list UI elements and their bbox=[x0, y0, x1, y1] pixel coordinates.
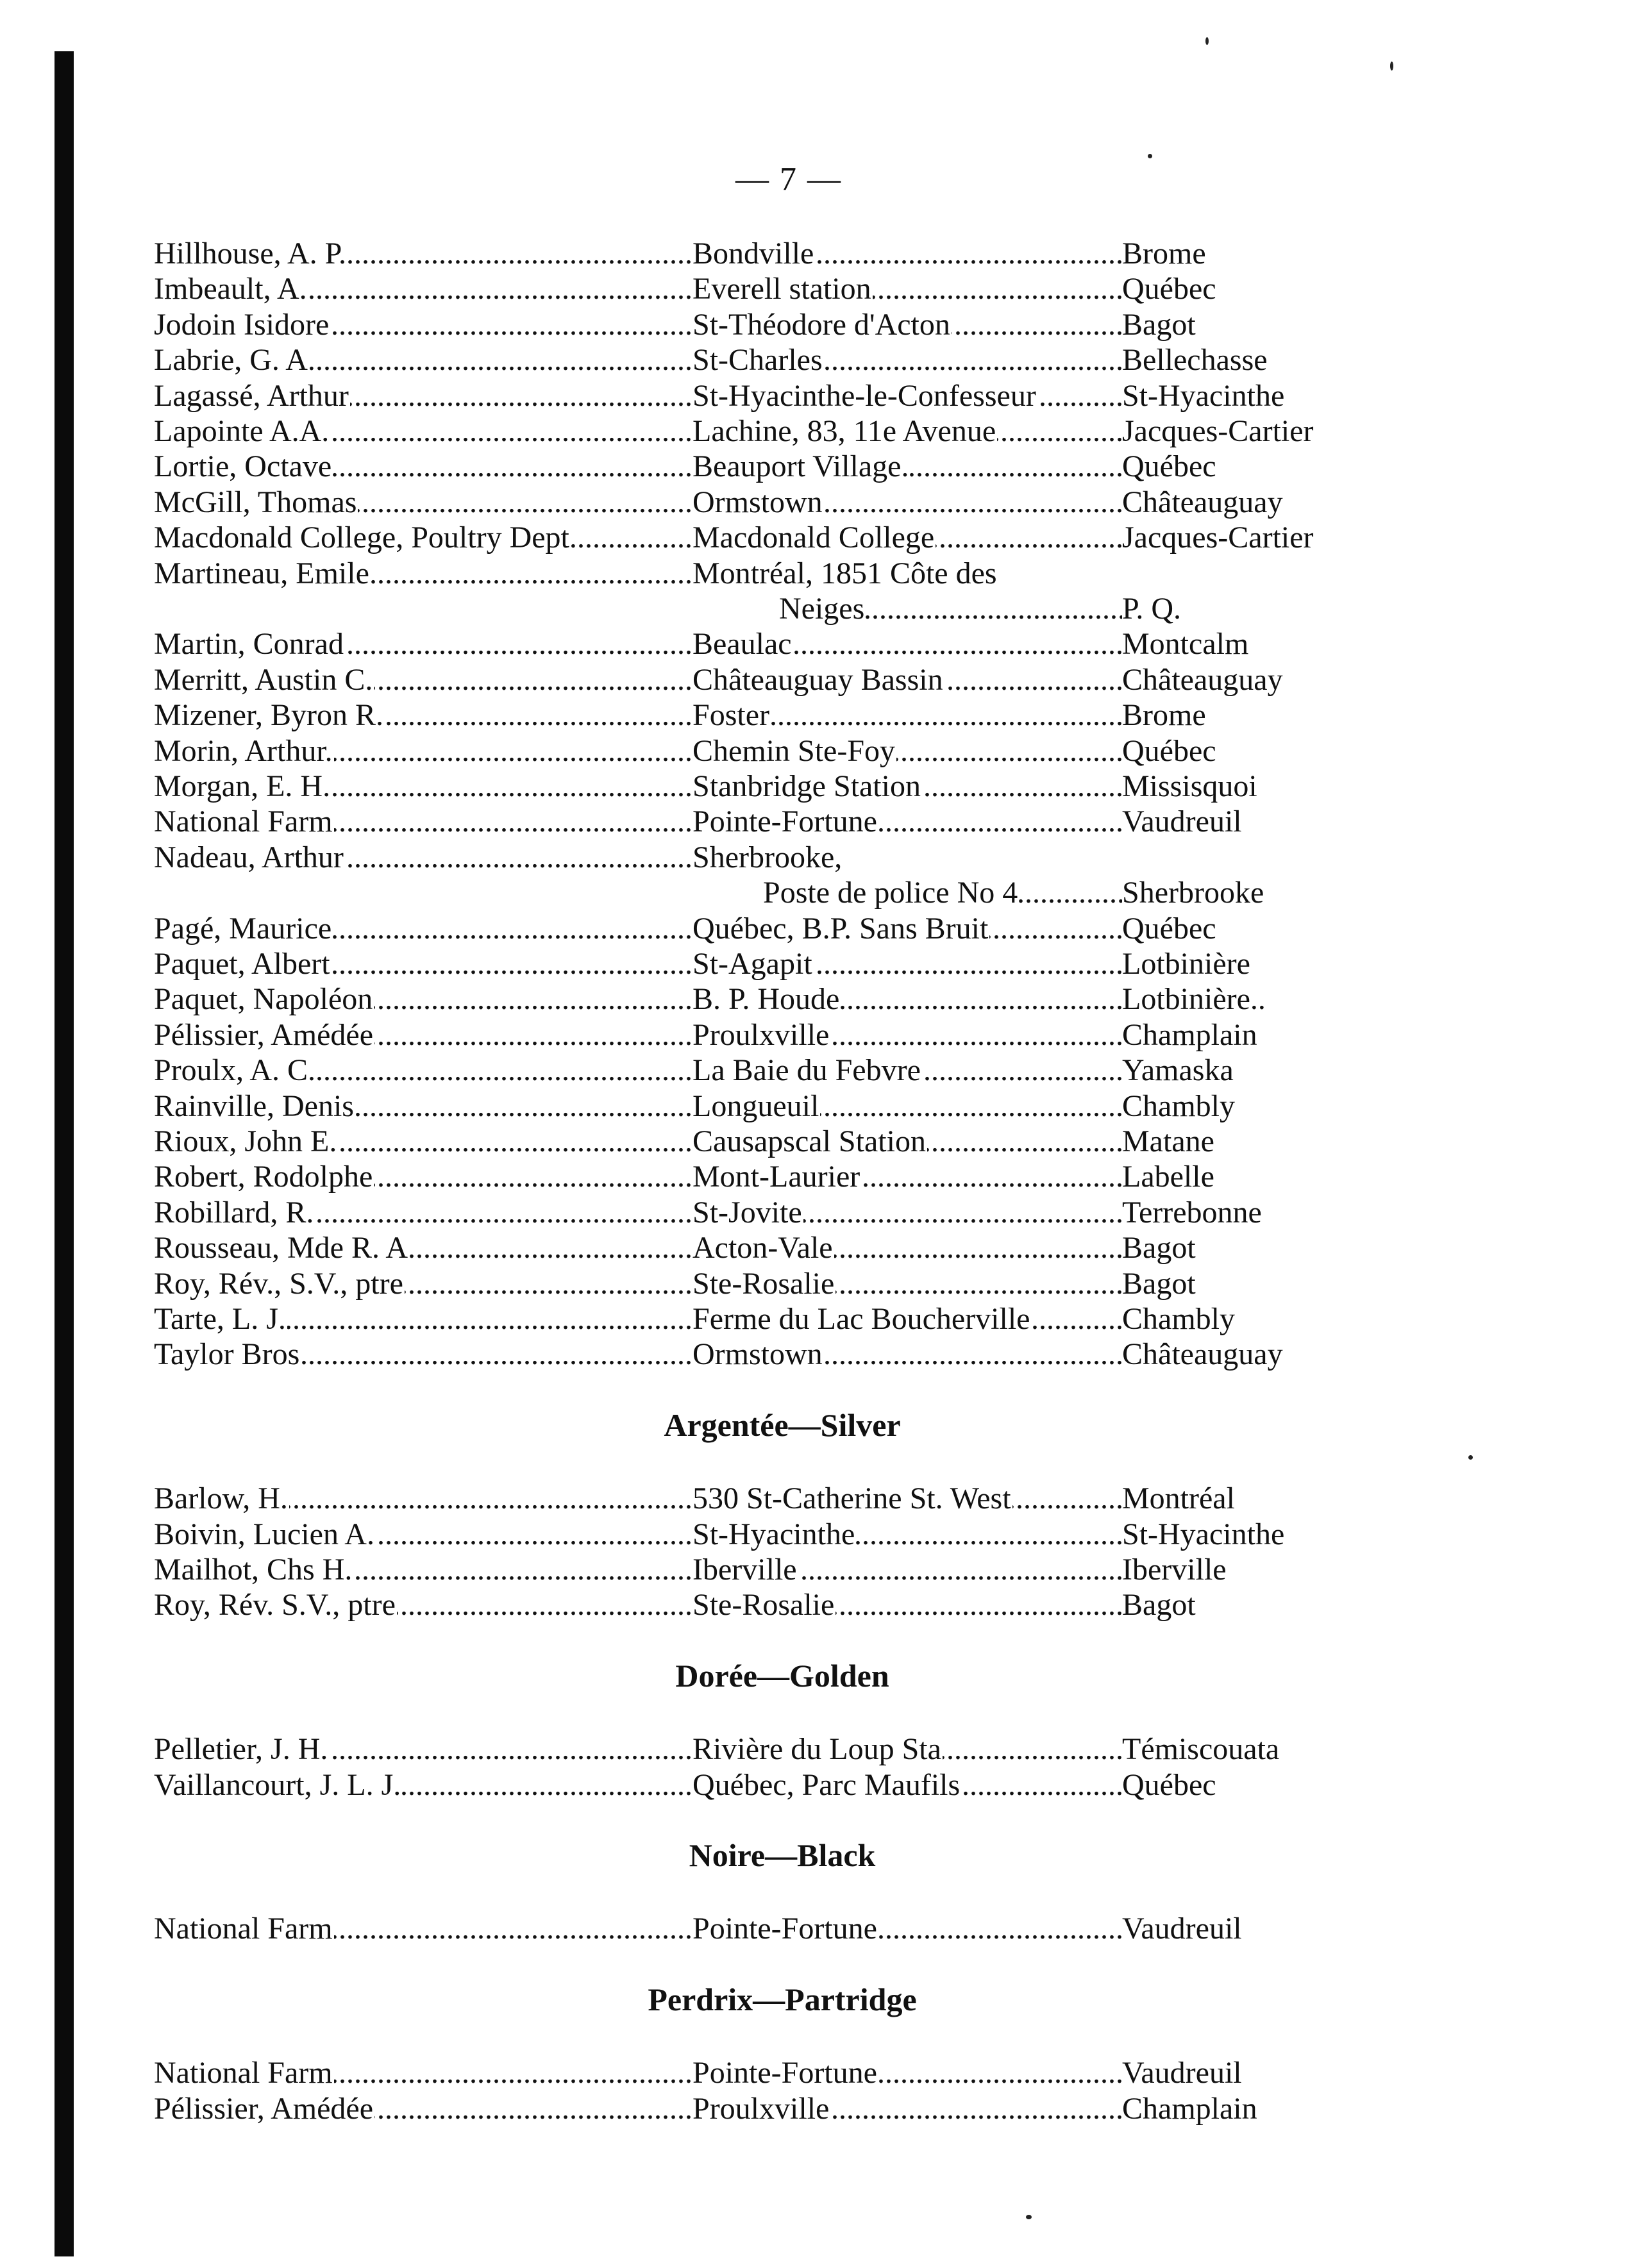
entry-name bbox=[154, 413, 692, 449]
entry-place-text: Longueuil bbox=[692, 1088, 819, 1123]
entry-name-text: Nadeau, Arthur bbox=[154, 840, 344, 874]
entry-county-text: Labelle bbox=[1122, 1160, 1214, 1194]
entry-county-text: Matane bbox=[1122, 1124, 1214, 1158]
entry-place bbox=[692, 1053, 1122, 1088]
entry-county-text: Québec bbox=[1122, 911, 1216, 946]
entry-place bbox=[692, 1124, 1122, 1160]
entry-county bbox=[1122, 697, 1391, 733]
entry-place bbox=[692, 1017, 1122, 1053]
list-item bbox=[0, 946, 1628, 982]
entry-place bbox=[692, 520, 1122, 556]
list-item bbox=[0, 1552, 1628, 1588]
entry-place-text: 530 St-Catherine St. West bbox=[692, 1481, 1011, 1516]
entry-county-text: Lotbinière.. bbox=[1122, 982, 1266, 1017]
entry-name bbox=[154, 1481, 692, 1517]
entry-county bbox=[1122, 2091, 1391, 2127]
entry-name-text: Paquet, Napoléon bbox=[154, 982, 373, 1017]
entry-name bbox=[154, 733, 692, 769]
entry-place-text: Châteauguay Bassin bbox=[692, 662, 943, 697]
entry-name bbox=[154, 1124, 692, 1160]
entry-place-text: Foster bbox=[692, 698, 769, 733]
entry-county-text: Québec bbox=[1122, 449, 1216, 484]
list-item bbox=[0, 1337, 1628, 1372]
entry-name bbox=[154, 1301, 692, 1337]
entry-county bbox=[1122, 626, 1391, 662]
entry-county bbox=[1122, 1017, 1391, 1053]
entry-name bbox=[154, 662, 692, 698]
list-item bbox=[0, 1301, 1628, 1337]
entry-name bbox=[154, 1517, 692, 1553]
entry-name bbox=[154, 1587, 692, 1623]
entry-county-text: Sherbrooke bbox=[1122, 876, 1264, 910]
list-item bbox=[0, 1017, 1628, 1053]
entry-place-text: Montréal, 1851 Côte des bbox=[692, 556, 997, 590]
entry-county-text: Montréal bbox=[1122, 1481, 1235, 1516]
entry-place bbox=[692, 1517, 1122, 1553]
entry-place-text: St-Hyacinthe bbox=[692, 1517, 855, 1551]
entry-county-text: Brome bbox=[1122, 698, 1206, 733]
entry-place bbox=[692, 1159, 1122, 1195]
entry-county bbox=[1122, 236, 1391, 272]
list-item-continuation bbox=[0, 591, 1628, 627]
section-heading: Noire—Black bbox=[689, 1837, 876, 1873]
entry-name-text: Morin, Arthur. bbox=[154, 733, 333, 768]
entry-name bbox=[154, 1911, 692, 1947]
list-item bbox=[0, 1053, 1628, 1088]
entry-county bbox=[1122, 378, 1391, 414]
entry-place bbox=[692, 769, 1122, 805]
entry-county bbox=[1122, 271, 1391, 307]
entry-name bbox=[154, 981, 692, 1017]
entry-place bbox=[692, 911, 1122, 947]
entry-name bbox=[154, 840, 692, 876]
list-item bbox=[0, 626, 1628, 662]
entry-name-text: Robillard, R. bbox=[154, 1195, 314, 1230]
entry-name-text: Jodoin Isidore bbox=[154, 307, 330, 342]
entry-county bbox=[1122, 1266, 1391, 1302]
section-heading: Dorée—Golden bbox=[675, 1657, 889, 1694]
entry-place bbox=[692, 662, 1122, 698]
entry-place bbox=[692, 840, 1122, 876]
entry-name-text: Vaillancourt, J. L. J. bbox=[154, 1767, 401, 1802]
entry-county-text: Brome bbox=[1122, 237, 1206, 271]
entry-name bbox=[154, 1088, 692, 1124]
scan-speck bbox=[1468, 1455, 1473, 1460]
entry-county-text: Bagot bbox=[1122, 1266, 1196, 1301]
entry-county bbox=[1122, 911, 1391, 947]
entry-county-text: Vaudreuil bbox=[1122, 2056, 1242, 2090]
scan-speck bbox=[1148, 154, 1152, 158]
entry-county-text: Terrebonne bbox=[1122, 1195, 1262, 1230]
entry-place bbox=[692, 485, 1122, 521]
entry-place bbox=[692, 1731, 1122, 1767]
entry-place-text: Everell station bbox=[692, 272, 871, 306]
list-item bbox=[0, 1195, 1628, 1231]
entry-name-text: Lapointe A.A. bbox=[154, 414, 330, 448]
entry-place-text: B. P. Houde bbox=[692, 982, 840, 1017]
entry-county-text: Missisquoi bbox=[1122, 769, 1257, 803]
entry-county bbox=[1122, 1767, 1391, 1803]
entry-name bbox=[154, 1230, 692, 1266]
entry-place-text: Québec, Parc Maufils bbox=[692, 1767, 961, 1802]
entry-county bbox=[1122, 769, 1391, 805]
entry-name bbox=[154, 1552, 692, 1588]
entry-county-text: Bagot bbox=[1122, 1588, 1196, 1622]
list-item bbox=[0, 1517, 1628, 1553]
entry-name bbox=[154, 1731, 692, 1767]
entry-name bbox=[154, 485, 692, 521]
entry-county-text: Lotbinière bbox=[1122, 947, 1250, 981]
entry-place bbox=[692, 1552, 1122, 1588]
entry-place bbox=[692, 413, 1122, 449]
list-item bbox=[0, 1159, 1628, 1195]
entry-name-text: Tarte, L. J. bbox=[154, 1302, 286, 1336]
entry-name bbox=[154, 697, 692, 733]
entry-place-text: Ferme du Lac Boucherville bbox=[692, 1302, 1030, 1336]
entry-county bbox=[1122, 1517, 1391, 1553]
list-item bbox=[0, 662, 1628, 698]
entry-county-text: Champlain bbox=[1122, 2091, 1257, 2126]
list-item bbox=[0, 840, 1628, 876]
scan-speck bbox=[1390, 62, 1393, 71]
list-item bbox=[0, 485, 1628, 521]
entry-place bbox=[692, 378, 1122, 414]
entry-place-continuation-text: Poste de police No 4 bbox=[763, 876, 1018, 910]
entry-place bbox=[692, 1301, 1122, 1337]
entry-name bbox=[154, 378, 692, 414]
list-item bbox=[0, 236, 1628, 272]
entry-name-text: Barlow, H. bbox=[154, 1481, 288, 1516]
entry-county bbox=[1122, 1337, 1391, 1372]
entry-county bbox=[1122, 733, 1391, 769]
entry-name bbox=[154, 1266, 692, 1302]
entry-name-text: Pélissier, Amédée bbox=[154, 2091, 373, 2126]
list-item bbox=[0, 1731, 1628, 1767]
entry-place-text: Proulxville bbox=[692, 1017, 830, 1052]
entry-name bbox=[154, 342, 692, 378]
entry-name bbox=[154, 1053, 692, 1088]
entry-name-text: National Farm bbox=[154, 1912, 333, 1946]
entry-place-text: Bondville bbox=[692, 237, 814, 271]
entry-name-text: Mizener, Byron R. bbox=[154, 698, 384, 733]
list-item bbox=[0, 271, 1628, 307]
entry-place bbox=[692, 2055, 1122, 2091]
list-item bbox=[0, 981, 1628, 1017]
entry-county bbox=[1122, 1587, 1391, 1623]
entry-county bbox=[1122, 307, 1391, 343]
entry-county-text: Châteauguay bbox=[1122, 485, 1283, 519]
entry-name-text: Roy, Rév. S.V., ptre bbox=[154, 1588, 396, 1622]
entry-place bbox=[692, 1587, 1122, 1623]
entry-place bbox=[692, 2091, 1122, 2127]
entry-place-text: Sherbrooke, bbox=[692, 840, 843, 874]
entry-county-text: Québec bbox=[1122, 733, 1216, 768]
page-number: — 7 — bbox=[735, 161, 842, 197]
entry-county bbox=[1122, 1552, 1391, 1588]
entry-county bbox=[1122, 2055, 1391, 2091]
entry-name bbox=[154, 2055, 692, 2091]
entry-name-text: Morgan, E. H. bbox=[154, 769, 331, 803]
entry-place-text: Proulxville bbox=[692, 2091, 830, 2126]
entry-county-text: Chambly bbox=[1122, 1088, 1235, 1123]
list-item bbox=[0, 1230, 1628, 1266]
entry-county bbox=[1122, 485, 1391, 521]
list-item bbox=[0, 520, 1628, 556]
list-item bbox=[0, 413, 1628, 449]
entry-county bbox=[1122, 1731, 1391, 1767]
list-item bbox=[0, 1088, 1628, 1124]
entry-county-text: Témiscouata bbox=[1122, 1732, 1280, 1767]
entry-name-text: Merritt, Austin C. bbox=[154, 662, 373, 697]
entry-county-text: Iberville bbox=[1122, 1553, 1227, 1587]
entry-place bbox=[692, 733, 1122, 769]
entry-county-text: Bagot bbox=[1122, 1231, 1196, 1265]
entry-county bbox=[1122, 1230, 1391, 1266]
entry-place bbox=[692, 697, 1122, 733]
entry-place-text: Ste-Rosalie bbox=[692, 1266, 835, 1301]
list-item bbox=[0, 1124, 1628, 1160]
entry-county bbox=[1122, 981, 1391, 1017]
list-item bbox=[0, 1911, 1628, 1947]
entry-name bbox=[154, 626, 692, 662]
list-item bbox=[0, 1587, 1628, 1623]
entry-county bbox=[1122, 875, 1391, 911]
entry-place bbox=[692, 804, 1122, 840]
entry-place-text: Beaulac bbox=[692, 627, 792, 662]
entry-place-text: Iberville bbox=[692, 1553, 797, 1587]
entry-name bbox=[154, 1159, 692, 1195]
entry-county-text: Québec bbox=[1122, 1767, 1216, 1802]
entry-name-text: Pagé, Maurice bbox=[154, 911, 332, 946]
entry-name-text: Imbeault, A. bbox=[154, 272, 307, 306]
entry-county-text: P. Q. bbox=[1122, 592, 1182, 626]
entry-name-text: Labrie, G. A. bbox=[154, 343, 315, 378]
entry-place bbox=[692, 1230, 1122, 1266]
entry-place-text: Chemin Ste-Foy bbox=[692, 733, 896, 768]
entry-place bbox=[692, 1767, 1122, 1803]
entry-place-text: St-Agapit bbox=[692, 947, 812, 981]
entry-place-text: Macdonald College bbox=[692, 521, 935, 555]
entry-county-text: Bagot bbox=[1122, 307, 1196, 342]
entry-county-text: Champlain bbox=[1122, 1017, 1257, 1052]
entry-name bbox=[154, 307, 692, 343]
entry-place-text: St-Théodore d'Acton bbox=[692, 307, 950, 342]
entry-county-text: Châteauguay bbox=[1122, 1337, 1283, 1372]
entry-county-text: Yamaska bbox=[1122, 1053, 1234, 1088]
entry-county bbox=[1122, 591, 1391, 627]
entry-name bbox=[154, 236, 692, 272]
entry-place-text: La Baie du Febvre bbox=[692, 1053, 921, 1088]
scan-speck bbox=[1205, 37, 1209, 45]
entry-name bbox=[154, 1017, 692, 1053]
entry-county-text: Chambly bbox=[1122, 1302, 1235, 1336]
entry-place bbox=[692, 449, 1122, 485]
entry-name-text: Hillhouse, A. P. bbox=[154, 237, 347, 271]
entry-county bbox=[1122, 413, 1391, 449]
list-item bbox=[0, 556, 1628, 592]
entry-name bbox=[154, 911, 692, 947]
entry-name-text: National Farm bbox=[154, 805, 333, 839]
entry-name-text: Pelletier, J. H. bbox=[154, 1732, 328, 1767]
entry-county bbox=[1122, 1301, 1391, 1337]
entry-county bbox=[1122, 1053, 1391, 1088]
entry-name-text: Roy, Rév., S.V., ptre bbox=[154, 1266, 403, 1301]
entry-county-text: Jacques-Cartier bbox=[1122, 521, 1314, 555]
entry-county-text: Bellechasse bbox=[1122, 343, 1268, 378]
entry-name-text: Pélissier, Amédée bbox=[154, 1017, 373, 1052]
entry-place-text: Ormstown bbox=[692, 1337, 823, 1372]
entry-name bbox=[154, 449, 692, 485]
entry-name-text: Robert, Rodolphe bbox=[154, 1160, 373, 1194]
entry-name bbox=[154, 520, 692, 556]
list-item-continuation bbox=[0, 875, 1628, 911]
entry-place-text: Pointe-Fortune bbox=[692, 805, 877, 839]
entry-name-text: Lortie, Octave bbox=[154, 449, 332, 484]
entry-county-text: Montcalm bbox=[1122, 627, 1249, 662]
entry-place-text: Pointe-Fortune bbox=[692, 2056, 877, 2090]
entry-county-text: Jacques-Cartier bbox=[1122, 414, 1314, 448]
entry-place-continuation bbox=[763, 875, 1122, 911]
scan-speck bbox=[1026, 2215, 1032, 2219]
entry-name bbox=[154, 769, 692, 805]
entry-place-text: Beauport Village. bbox=[692, 449, 909, 484]
entry-place bbox=[692, 946, 1122, 982]
entry-place-text: Québec, B.P. Sans Bruit bbox=[692, 911, 989, 946]
entry-place-text: Lachine, 83, 11e Avenue bbox=[692, 414, 996, 448]
entry-place-text: Stanbridge Station bbox=[692, 769, 921, 803]
entry-name bbox=[154, 271, 692, 307]
list-item bbox=[0, 769, 1628, 805]
entry-county bbox=[1122, 1124, 1391, 1160]
section-heading: Perdrix—Partridge bbox=[648, 1981, 917, 2017]
entry-county bbox=[1122, 804, 1391, 840]
section-heading: Argentée—Silver bbox=[664, 1406, 901, 1443]
entry-county-text: St-Hyacinthe bbox=[1122, 378, 1285, 413]
entry-name-text: Macdonald College, Poultry Dept. bbox=[154, 521, 577, 555]
entry-place-text: St-Hyacinthe-le-Confesseur bbox=[692, 378, 1036, 413]
list-item bbox=[0, 1481, 1628, 1517]
entry-place bbox=[692, 271, 1122, 307]
list-item bbox=[0, 2055, 1628, 2091]
entry-county bbox=[1122, 520, 1391, 556]
entry-place bbox=[692, 1481, 1122, 1517]
entry-name-text: Paquet, Albert bbox=[154, 947, 330, 981]
entry-name-text: Martin, Conrad bbox=[154, 627, 344, 662]
entry-county bbox=[1122, 1481, 1391, 1517]
entry-name bbox=[154, 804, 692, 840]
entry-county bbox=[1122, 342, 1391, 378]
entry-name bbox=[154, 2091, 692, 2127]
entry-place bbox=[692, 1911, 1122, 1947]
entry-name bbox=[154, 556, 692, 592]
entry-name bbox=[154, 1195, 692, 1231]
entry-place bbox=[692, 981, 1122, 1017]
entry-name-text: Rioux, John E. bbox=[154, 1124, 337, 1158]
entry-county-text: Vaudreuil bbox=[1122, 805, 1242, 839]
entry-name-text: Rousseau, Mde R. A. bbox=[154, 1231, 415, 1265]
entry-name-text: Proulx, A. C. bbox=[154, 1053, 316, 1088]
list-item bbox=[0, 733, 1628, 769]
entry-name-text: Lagassé, Arthur bbox=[154, 378, 349, 413]
entry-place bbox=[692, 236, 1122, 272]
list-item bbox=[0, 804, 1628, 840]
entry-name-text: Boivin, Lucien A. bbox=[154, 1517, 374, 1551]
entry-county bbox=[1122, 1159, 1391, 1195]
entry-county-text: Vaudreuil bbox=[1122, 1912, 1242, 1946]
list-item bbox=[0, 378, 1628, 414]
entry-county-text: Québec bbox=[1122, 272, 1216, 306]
entry-place bbox=[692, 342, 1122, 378]
list-item bbox=[0, 2091, 1628, 2127]
entry-place-text: Rivière du Loup Sta bbox=[692, 1732, 941, 1767]
entry-place-text: St-Jovite bbox=[692, 1195, 802, 1230]
entry-county bbox=[1122, 1088, 1391, 1124]
entry-place bbox=[692, 307, 1122, 343]
entry-place-text: Acton-Vale bbox=[692, 1231, 833, 1265]
entry-name-text: National Farm bbox=[154, 2056, 333, 2090]
list-item bbox=[0, 697, 1628, 733]
entry-place-continuation bbox=[779, 591, 1122, 627]
list-item bbox=[0, 307, 1628, 343]
entry-place-text: Causapscal Station bbox=[692, 1124, 926, 1158]
entry-county bbox=[1122, 1195, 1391, 1231]
entry-name-text: Taylor Bros bbox=[154, 1337, 300, 1372]
entry-place bbox=[692, 1088, 1122, 1124]
entry-county bbox=[1122, 946, 1391, 982]
list-item bbox=[0, 449, 1628, 485]
entry-place bbox=[692, 556, 1122, 592]
entry-county bbox=[1122, 662, 1391, 698]
list-item bbox=[0, 342, 1628, 378]
list-item bbox=[0, 911, 1628, 947]
entry-county bbox=[1122, 1911, 1391, 1947]
entry-place bbox=[692, 1195, 1122, 1231]
entry-name-text: Martineau, Emile bbox=[154, 556, 369, 590]
entry-name-text: McGill, Thomas bbox=[154, 485, 357, 519]
entry-place bbox=[692, 1266, 1122, 1302]
entry-name bbox=[154, 946, 692, 982]
entry-name bbox=[154, 1767, 692, 1803]
entry-county-text: St-Hyacinthe bbox=[1122, 1517, 1285, 1551]
entry-county bbox=[1122, 449, 1391, 485]
entry-place-continuation-text: Neiges bbox=[779, 592, 865, 626]
entry-place bbox=[692, 1337, 1122, 1372]
entry-name-text: Rainville, Denis bbox=[154, 1088, 354, 1123]
entry-place-text: Ormstown bbox=[692, 485, 823, 519]
entry-place-text: St-Charles bbox=[692, 343, 823, 378]
entry-name-text: Mailhot, Chs H. bbox=[154, 1553, 353, 1587]
entry-name bbox=[154, 1337, 692, 1372]
entry-place bbox=[692, 626, 1122, 662]
list-item bbox=[0, 1266, 1628, 1302]
entry-county-text: Châteauguay bbox=[1122, 662, 1283, 697]
entry-place-text: Ste-Rosalie bbox=[692, 1588, 835, 1622]
entry-place-text: Pointe-Fortune bbox=[692, 1912, 877, 1946]
list-item bbox=[0, 1767, 1628, 1803]
entry-place-text: Mont-Laurier bbox=[692, 1160, 860, 1194]
